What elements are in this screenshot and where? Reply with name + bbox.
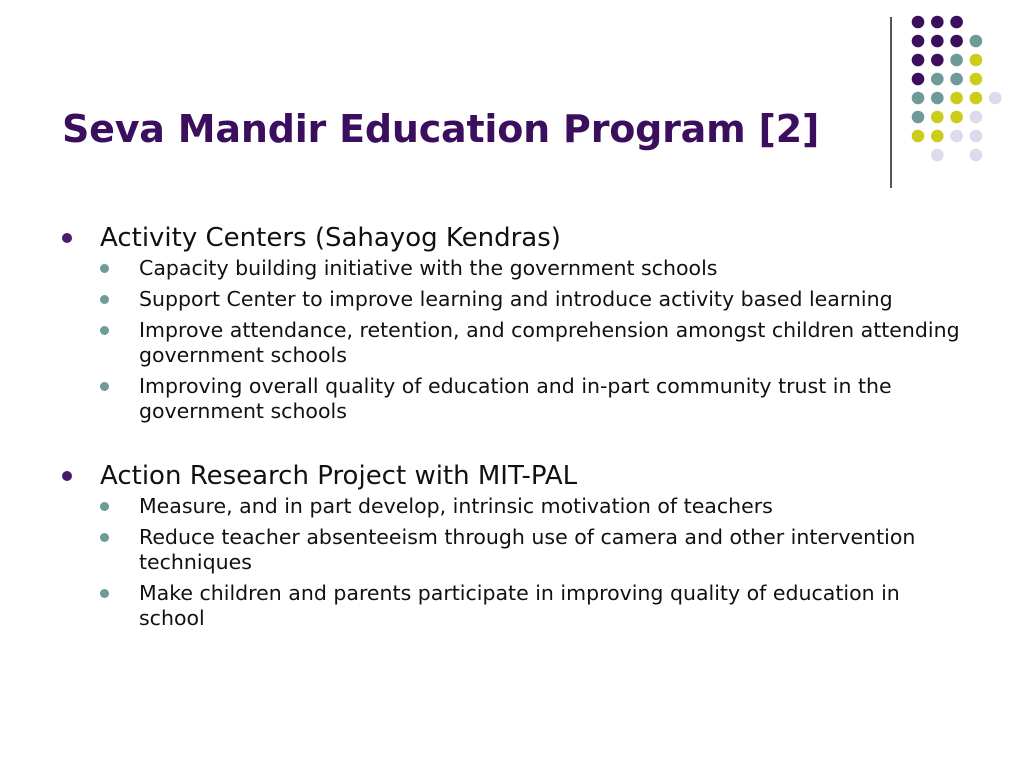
- decor-dot: [931, 54, 944, 67]
- sub-bullet-icon: [100, 533, 109, 542]
- decor-dot: [970, 73, 983, 86]
- decor-dot: [931, 35, 944, 48]
- bullet-icon: [62, 233, 72, 243]
- decor-dot: [931, 16, 944, 29]
- section-activity-centers: [62, 220, 962, 424]
- list-item-text: Make children and parents participate in improving quality of education in school: [139, 581, 900, 630]
- sub-bullet-icon: [100, 589, 109, 598]
- decor-dot: [912, 16, 925, 29]
- decor-dot: [950, 35, 963, 48]
- list-item-text: Capacity building initiative with the government schools: [139, 256, 718, 280]
- decor-dot: [931, 73, 944, 86]
- list-item: [100, 318, 962, 368]
- decor-dot: [912, 35, 925, 48]
- decor-dot: [950, 54, 963, 67]
- decor-dot: [950, 111, 963, 124]
- decor-dot: [970, 130, 983, 143]
- list-item: [100, 374, 962, 424]
- decor-dot: [912, 111, 925, 124]
- title-divider-line: [890, 17, 892, 188]
- list-item: [100, 256, 962, 281]
- list-item: [100, 581, 962, 631]
- section-heading: Action Research Project with MIT-PAL: [100, 461, 578, 491]
- decor-dot: [931, 130, 944, 143]
- decor-dot: [989, 92, 1002, 105]
- section-action-research: [62, 458, 962, 631]
- sub-bullet-list: [100, 494, 962, 631]
- decor-dot: [950, 130, 963, 143]
- decor-dot: [931, 149, 944, 162]
- sub-bullet-icon: [100, 295, 109, 304]
- list-item-text: Improve attendance, retention, and comprehension amongst children attending government schools: [139, 318, 960, 367]
- decor-dot: [950, 73, 963, 86]
- decor-dot: [931, 111, 944, 124]
- decor-dot: [950, 16, 963, 29]
- sub-bullet-icon: [100, 382, 109, 391]
- decor-dot: [912, 130, 925, 143]
- sub-bullet-icon: [100, 264, 109, 273]
- bullet-icon: [62, 471, 72, 481]
- list-item-text: Reduce teacher absenteeism through use of camera and other intervention techniques: [139, 525, 916, 574]
- decor-dot: [970, 35, 983, 48]
- decor-dot: [950, 92, 963, 105]
- list-item: [100, 287, 962, 312]
- list-item: [100, 525, 962, 575]
- list-item-text: Improving overall quality of education and in-part community trust in the government schools: [139, 374, 892, 423]
- list-item: [100, 494, 962, 519]
- bullet-list: [62, 220, 962, 631]
- decor-dot: [912, 92, 925, 105]
- sub-bullet-list: [100, 256, 962, 424]
- decor-dot: [970, 54, 983, 67]
- slide-title: Seva Mandir Education Program [2]: [62, 107, 820, 151]
- decor-dot: [931, 92, 944, 105]
- sub-bullet-icon: [100, 502, 109, 511]
- decor-dot: [970, 92, 983, 105]
- decor-dot: [912, 73, 925, 86]
- list-item-text: Support Center to improve learning and introduce activity based learning: [139, 287, 893, 311]
- section-heading: Activity Centers (Sahayog Kendras): [100, 223, 561, 253]
- list-item-text: Measure, and in part develop, intrinsic motivation of teachers: [139, 494, 773, 518]
- decor-dot: [970, 111, 983, 124]
- decor-dot: [970, 149, 983, 162]
- sub-bullet-icon: [100, 326, 109, 335]
- decor-dot: [912, 54, 925, 67]
